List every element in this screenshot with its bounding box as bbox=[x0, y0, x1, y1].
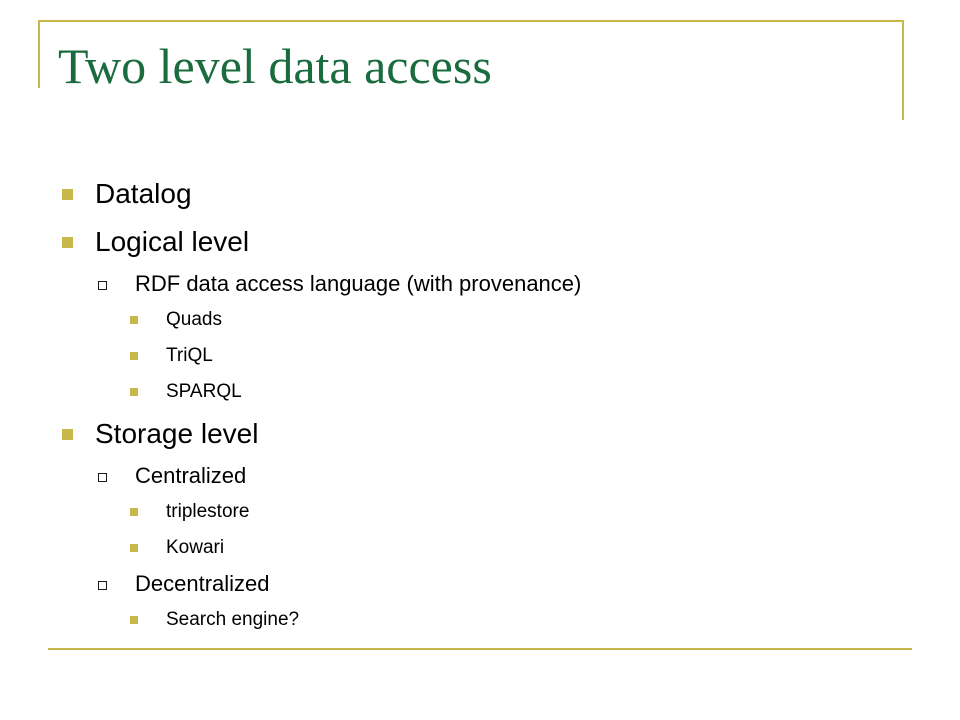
sub-sub-bullet-label: triplestore bbox=[166, 501, 250, 522]
sub-sub-bullet-item-kowari bbox=[60, 530, 880, 566]
slide-title: Two level data access bbox=[58, 38, 492, 94]
bullet-item-datalog bbox=[60, 170, 880, 218]
sub-bullet-item-rdf-language bbox=[60, 266, 880, 302]
sub-sub-bullet-item-quads bbox=[60, 302, 880, 338]
frame-right-line bbox=[902, 20, 904, 120]
bullet-item-logical-level bbox=[60, 218, 880, 266]
sub-bullet-label: Decentralized bbox=[135, 571, 270, 596]
small-square-bullet-icon bbox=[130, 508, 138, 516]
hollow-square-bullet-icon bbox=[98, 473, 107, 482]
sub-bullet-label: Centralized bbox=[135, 463, 247, 488]
small-square-bullet-icon bbox=[130, 352, 138, 360]
small-square-bullet-icon bbox=[130, 544, 138, 552]
sub-sub-bullet-label: Quads bbox=[166, 309, 222, 330]
sub-sub-bullet-label: Search engine? bbox=[166, 609, 300, 630]
frame-bottom-line bbox=[48, 648, 912, 650]
square-bullet-icon bbox=[62, 189, 73, 200]
sub-bullet-item-centralized bbox=[60, 458, 880, 494]
hollow-square-bullet-icon bbox=[98, 581, 107, 590]
sub-bullet-item-decentralized bbox=[60, 566, 880, 602]
sub-sub-bullet-label: TriQL bbox=[166, 345, 213, 366]
square-bullet-icon bbox=[62, 429, 73, 440]
frame-top-line bbox=[38, 20, 904, 22]
square-bullet-icon bbox=[62, 237, 73, 248]
bullet-item-storage-level bbox=[60, 410, 880, 458]
small-square-bullet-icon bbox=[130, 388, 138, 396]
sub-bullet-label: RDF data access language (with provenance) bbox=[135, 271, 582, 296]
sub-sub-bullet-item-sparql bbox=[60, 374, 880, 410]
sub-sub-bullet-label: Kowari bbox=[166, 537, 225, 558]
bullet-label: Datalog bbox=[95, 178, 192, 209]
bullet-label: Storage level bbox=[95, 418, 259, 449]
sub-sub-bullet-item-triplestore bbox=[60, 494, 880, 530]
sub-sub-bullet-item-triql bbox=[60, 338, 880, 374]
bullet-list bbox=[60, 170, 880, 638]
sub-sub-bullet-item-search-engine bbox=[60, 602, 880, 638]
small-square-bullet-icon bbox=[130, 616, 138, 624]
hollow-square-bullet-icon bbox=[98, 281, 107, 290]
bullet-label: Logical level bbox=[95, 226, 250, 257]
frame-left-line bbox=[38, 20, 40, 88]
sub-sub-bullet-label: SPARQL bbox=[166, 381, 242, 402]
small-square-bullet-icon bbox=[130, 316, 138, 324]
